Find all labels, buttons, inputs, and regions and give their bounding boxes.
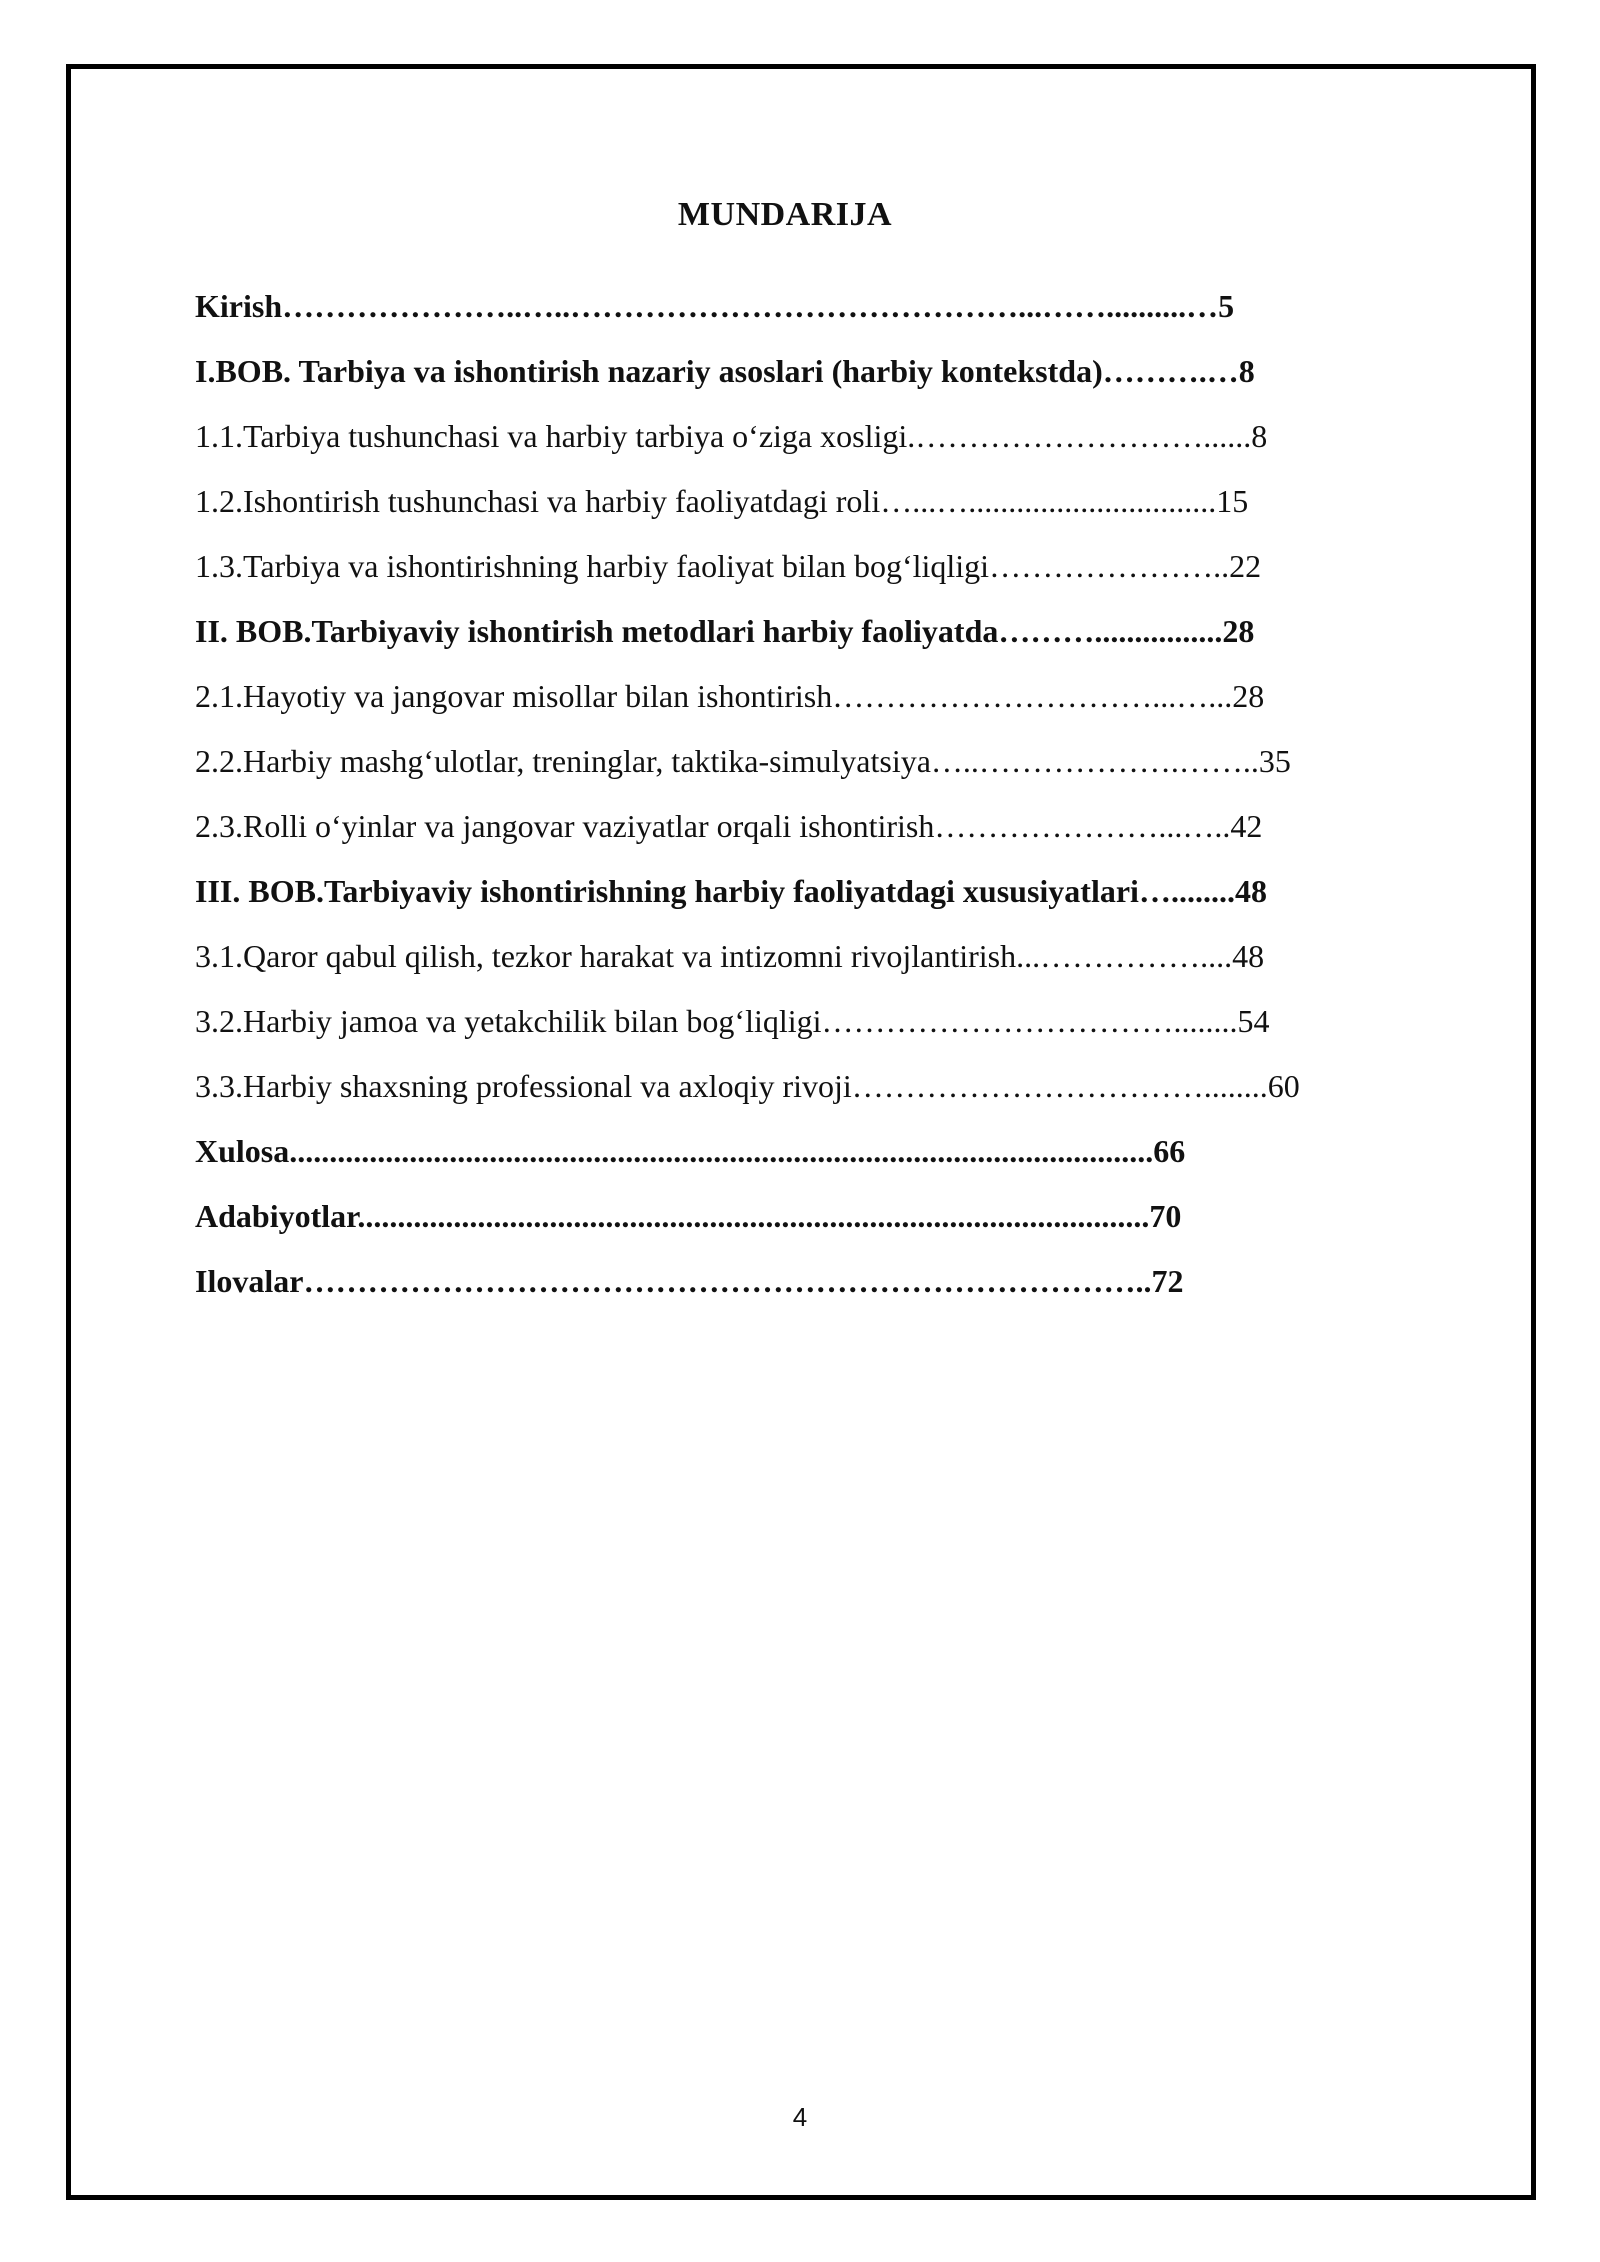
toc-entry-chapter-1 [195,347,1475,412]
toc-entry-text: 1.1.Tarbiya tushunchasi va harbiy tarbiya o‘ziga xosligi.………………………......8 [195,418,1268,454]
toc-entry-text: Adabiyotlar...................................................................................................70 [195,1198,1182,1234]
toc-entry-xulosa [195,1127,1475,1192]
toc-title: MUNDARIJA [677,196,893,233]
toc-entry-text: I.BOB. Tarbiya va ishontirish nazariy asoslari (harbiy kontekstda)……….…8 [195,353,1255,389]
toc-entry-text: 2.3.Rolli o‘yinlar va jangovar vaziyatlar orqali ishontirish…………………...…..42 [195,808,1263,844]
toc-entry-text: 3.3.Harbiy shaxsning professional va axloqiy rivoji……………………………........60 [195,1068,1300,1104]
page-number: 4 [792,2102,808,2132]
toc-entry-text: II. BOB.Tarbiyaviy ishontirish metodlari harbiy faoliyatda………................28 [195,613,1255,649]
toc-entry-section-3-3 [195,1062,1475,1127]
toc-entry-chapter-3 [195,867,1475,932]
toc-entry-section-2-3 [195,802,1475,867]
toc-entry-text: 3.2.Harbiy jamoa va yetakchilik bilan bog‘liqligi……………………………........54 [195,1003,1270,1039]
toc-entry-text: 1.3.Tarbiya va ishontirishning harbiy faoliyat bilan bog‘liqligi…………………..22 [195,548,1262,584]
toc-entry-section-1-3 [195,542,1475,607]
toc-entry-text: 2.1.Hayotiy va jangovar misollar bilan ishontirish…………………………...…...28 [195,678,1265,714]
toc-entry-section-3-2 [195,997,1475,1062]
toc-entry-section-2-1 [195,672,1475,737]
toc-entry-text: 2.2.Harbiy mashg‘ulotlar, treninglar, taktika-simulyatsiya…..……………….……..35 [195,743,1291,779]
toc-entry-text: Xulosa............................................................................................................66 [195,1133,1186,1169]
toc-entry-section-2-2 [195,737,1475,802]
toc-entry-text: III. BOB.Tarbiyaviy ishontirishning harbiy faoliyatdagi xususiyatlari…........48 [195,873,1267,909]
toc-entry-text: Kirish…………………..…..……………………………………...……..........…5 [195,288,1235,324]
toc-entry-text: 3.1.Qaror qabul qilish, tezkor harakat va intizomni rivojlantirish...……………....48 [195,938,1265,974]
toc-entry-section-1-1 [195,412,1475,477]
toc-entry-ilovalar [195,1257,1475,1322]
toc-entry-text: 1.2.Ishontirish tushunchasi va harbiy faoliyatdagi roli…...…...............................15 [195,483,1249,519]
toc-entry-chapter-2 [195,607,1475,672]
toc-entry-section-3-1 [195,932,1475,997]
table-of-contents [195,282,1475,1322]
toc-entry-section-1-2 [195,477,1475,542]
toc-entry-kirish [195,282,1475,347]
toc-entry-text: Ilovalar……………………………………………………………………..72 [195,1263,1184,1299]
toc-entry-adabiyotlar [195,1192,1475,1257]
